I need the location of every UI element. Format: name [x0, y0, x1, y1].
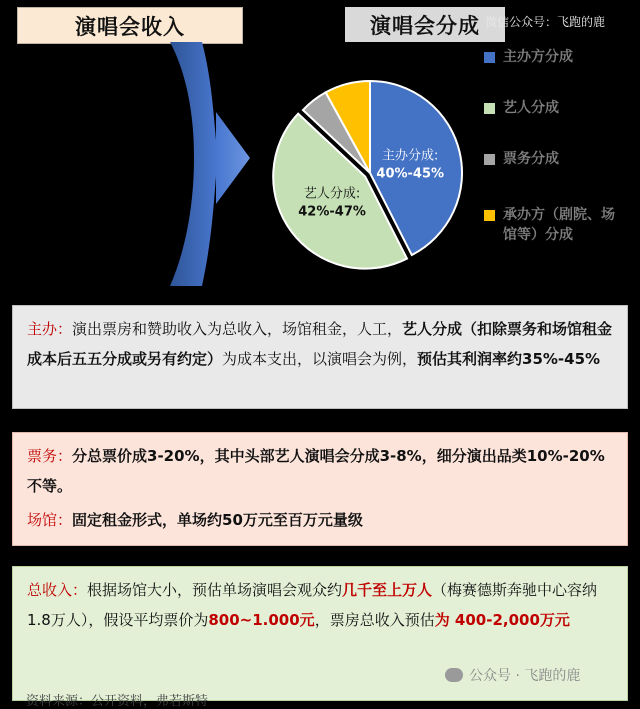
organizer-text-c: 为成本支出，以演唱会为例， [222, 350, 418, 368]
pie-label-1-0: 艺人分成: [303, 186, 361, 202]
legend-item-venue [484, 205, 628, 245]
pie-label-1-1: 42%-47% [298, 204, 366, 220]
legend-swatch-yellow [484, 210, 495, 221]
total-text-b: 几千至上万人 [342, 581, 433, 599]
total-text-f: 为 400-2,000万元 [434, 611, 570, 629]
pie-label-0-1: 40%-45% [376, 166, 445, 182]
venue-label: 场馆： [27, 511, 73, 529]
title-concert-split: 演唱会分成 [345, 7, 505, 42]
ticketing-line [27, 441, 613, 501]
legend-item-artist [484, 98, 628, 118]
legend-swatch-blue [484, 52, 495, 63]
total-text-c: （梅赛德斯奔驰中心容纳1.8万人），假设平均票价为 [27, 581, 598, 629]
legend-swatch-green [484, 103, 495, 114]
legend-item-ticketing [484, 149, 628, 169]
total-text-e: ，票房总收入预估 [314, 611, 435, 629]
organizer-note-box [12, 305, 628, 409]
watermark-bottom [445, 665, 580, 685]
organizer-text-b: 艺人分成（扣除票务和场馆租金成本后五五分成或另有约定） [27, 320, 613, 368]
legend-label: 票务分成 [503, 151, 559, 167]
source-note-cut: 资料来源：公开资料，弗若斯特 [26, 694, 209, 709]
legend-label: 艺人分成 [503, 100, 559, 116]
pie-label-0-0: 主办分成: [382, 148, 439, 164]
organizer-text-d: 预估其利润率约35%-45% [417, 350, 601, 368]
organizer-label: 主办： [27, 320, 73, 338]
total-text-a: 根据场馆大小，预估单场演唱会观众约 [87, 581, 343, 599]
ticketing-text: 分总票价成3-20%，其中头部艺人演唱会分成3-8%，细分演出品类10%-20%不等。 [27, 447, 605, 495]
flow-arrow [150, 40, 260, 290]
legend-item-organizer [484, 47, 628, 67]
organizer-text-a: 演出票房和赞助收入为总收入，场馆租金，人工， [72, 320, 403, 338]
wechat-icon [445, 668, 463, 682]
venue-text: 固定租金形式，单场约50万元至百万元量级 [72, 511, 363, 529]
title-concert-revenue: 演唱会收入 [17, 7, 243, 44]
legend-label: 承办方（剧院、场馆等）分成 [503, 207, 615, 243]
total-label: 总收入： [27, 581, 88, 599]
ticketing-venue-box [12, 432, 628, 546]
legend-swatch-gray [484, 154, 495, 165]
total-text-d: 800~1.000元 [208, 611, 315, 629]
venue-line [27, 505, 613, 535]
watermark-top: 微信公众号：飞跑的鹿 [485, 15, 606, 29]
split-pie-chart [270, 78, 470, 278]
watermark-bottom-text: 公众号 · 飞跑的鹿 [469, 668, 581, 684]
legend-label: 主办方分成 [503, 49, 573, 65]
ticketing-label: 票务： [27, 447, 73, 465]
